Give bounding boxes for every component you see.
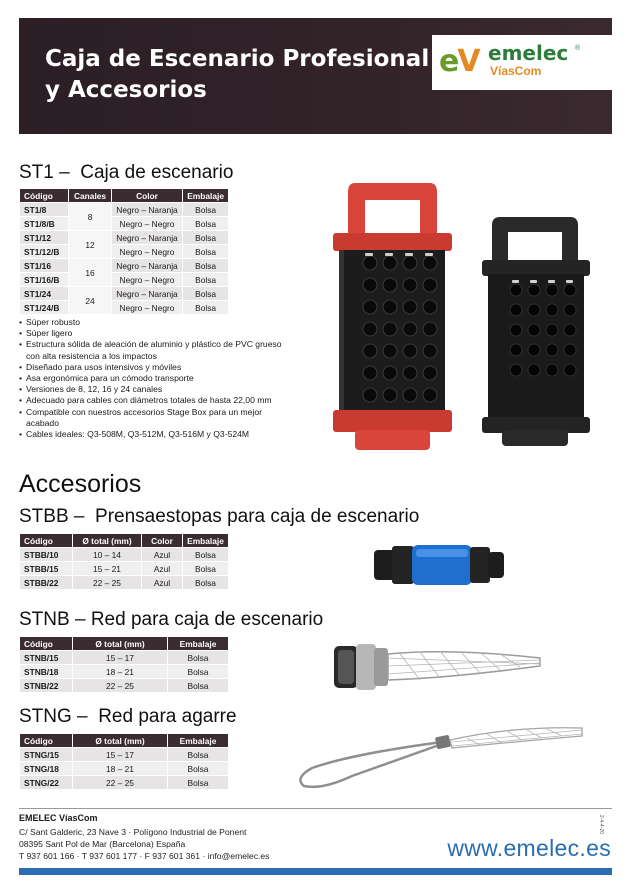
table-row: STNG/22 22 – 25 Bolsa <box>20 776 229 790</box>
col-header: Color <box>111 189 182 203</box>
stbb-heading: STBB – Prensaestopas para caja de escenario <box>19 506 420 527</box>
st1-heading: ST1 – Caja de escenario <box>19 162 234 183</box>
cable-net-image <box>330 636 545 698</box>
col-header: Ø total (mm) <box>73 734 168 748</box>
table-row: STBB/10 10 – 14 Azul Bolsa <box>20 548 229 562</box>
header-banner <box>19 18 612 134</box>
list-item: • Compatible con nuestros accesorios Stage Box para un mejor acabado <box>19 407 294 429</box>
ev-logo-icon: eV <box>439 44 479 79</box>
page-title: Caja de Escenario Profesional y Accesorios <box>45 46 430 103</box>
logo-subbrand: VíasCom <box>490 64 542 78</box>
logo-registered: ® <box>575 45 581 52</box>
table-header-row <box>20 189 229 203</box>
stnb-table <box>19 636 229 693</box>
col-header: Color <box>142 534 183 548</box>
col-header: Ø total (mm) <box>73 534 142 548</box>
cable-gland-image <box>370 538 510 593</box>
document-reference: 2-4-4-20 <box>598 815 604 834</box>
table-row: ST1/12 12 Negro – Naranja Bolsa <box>20 231 229 245</box>
table-header-row <box>20 637 229 651</box>
stng-table <box>19 733 229 790</box>
list-item: • Estructura sólida de aleación de aluminio y plástico de PVC grueso con alta resistencia a los impactos <box>19 339 294 361</box>
footer-address: C/ Sant Galderic, 23 Nave 3 · Polígono Industrial de Ponent 08395 Sant Pol de Mar (Barcelona) España T 937 601 166 · T 937 601 177 · F 937 601 361 · info@emelec.es <box>19 827 270 861</box>
table-row: ST1/16/B Negro – Negro Bolsa <box>20 273 229 287</box>
list-item: • Súper robusto <box>19 317 294 328</box>
table-row: STNB/22 22 – 25 Bolsa <box>20 679 229 693</box>
table-row: STNG/18 18 – 21 Bolsa <box>20 762 229 776</box>
list-item: • Diseñado para usos intensivos y móviles <box>19 362 294 373</box>
list-item: • Súper ligero <box>19 328 294 339</box>
col-header: Ø total (mm) <box>73 637 168 651</box>
list-item: • Versiones de 8, 12, 16 y 24 canales <box>19 384 294 395</box>
table-row: ST1/16 16 Negro – Naranja Bolsa <box>20 259 229 273</box>
logo-brand: emelec <box>488 41 569 65</box>
footer-divider <box>19 808 612 809</box>
col-header: Código <box>20 189 69 203</box>
footer-company: EMELEC VíasCom <box>19 813 98 823</box>
stage-box-red-image <box>325 178 460 463</box>
col-header: Embalaje <box>183 189 229 203</box>
table-row: ST1/8/B Negro – Negro Bolsa <box>20 217 229 231</box>
col-header: Embalaje <box>168 734 229 748</box>
list-item: • Adecuado para cables con diámetros totales de hasta 22,00 mm <box>19 395 294 406</box>
stage-box-black-image <box>470 212 600 447</box>
brand-logo <box>432 35 612 90</box>
table-header-row <box>20 534 229 548</box>
table-row: STNB/15 15 – 17 Bolsa <box>20 651 229 665</box>
col-header: Código <box>20 734 73 748</box>
stng-heading: STNG – Red para agarre <box>19 706 237 727</box>
feature-list <box>19 317 294 440</box>
footer-bar <box>19 868 612 875</box>
col-header: Embalaje <box>183 534 229 548</box>
stnb-heading: STNB – Red para caja de escenario <box>19 609 324 630</box>
stbb-table <box>19 533 229 590</box>
accessories-heading: Accesorios <box>19 470 142 498</box>
col-header: Canales <box>69 189 112 203</box>
list-item: • Asa ergonómica para un cómodo transporte <box>19 373 294 384</box>
col-header: Embalaje <box>168 637 229 651</box>
table-header-row <box>20 734 229 748</box>
col-header: Código <box>20 637 73 651</box>
table-row: ST1/8 8 Negro – Naranja Bolsa <box>20 203 229 217</box>
table-row: ST1/24 24 Negro – Naranja Bolsa <box>20 287 229 301</box>
table-row: STNG/15 15 – 17 Bolsa <box>20 748 229 762</box>
table-row: ST1/12/B Negro – Negro Bolsa <box>20 245 229 259</box>
col-header: Código <box>20 534 73 548</box>
list-item: • Cables ideales: Q3-508M, Q3-512M, Q3-516M y Q3-524M <box>19 429 294 440</box>
grip-net-image <box>292 720 587 792</box>
table-row: ST1/24/B Negro – Negro Bolsa <box>20 301 229 315</box>
st1-table <box>19 188 229 315</box>
website-link[interactable]: www.emelec.es <box>447 835 611 861</box>
table-row: STBB/22 22 – 25 Azul Bolsa <box>20 576 229 590</box>
table-row: STNB/18 18 – 21 Bolsa <box>20 665 229 679</box>
table-row: STBB/15 15 – 21 Azul Bolsa <box>20 562 229 576</box>
